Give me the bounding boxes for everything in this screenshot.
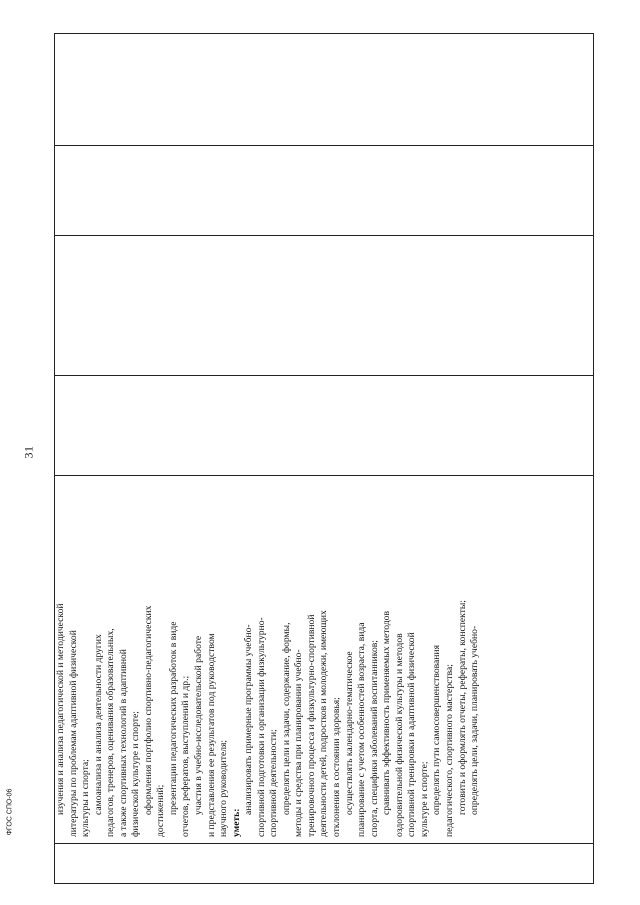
page-number: 31 bbox=[21, 445, 36, 459]
content-line: спортивной подготовки и организации физкультурно- bbox=[255, 617, 267, 837]
table-cell-empty bbox=[55, 236, 594, 376]
content-line: осуществлять календарно-тематическое bbox=[343, 651, 355, 815]
table-row bbox=[55, 34, 594, 884]
table-cell-content bbox=[55, 476, 594, 844]
rotated-document-region bbox=[54, 34, 594, 884]
content-line: а также спортивных технологий в адаптивной bbox=[117, 649, 129, 837]
content-line: педагогов, тренеров, оценивания образовательных, bbox=[105, 628, 117, 837]
content-line: научного руководителя; bbox=[218, 739, 230, 837]
content-line: планирование с учетом особенностей возраста, вида bbox=[356, 622, 368, 837]
standards-table bbox=[54, 33, 594, 884]
content-line: отчетов, рефератов, выступлений и др.; bbox=[180, 675, 192, 837]
content-line: уметь: bbox=[230, 808, 242, 837]
content-line: тренировочного процесса и физкультурно-спортивной bbox=[305, 614, 317, 837]
content-line: определять пути самосовершенствования bbox=[431, 645, 443, 815]
content-line: определять цели и задачи, содержание, формы, bbox=[280, 622, 292, 815]
content-line: методы и средства при планировании учебно- bbox=[293, 649, 305, 837]
content-line: достижений; bbox=[155, 784, 167, 837]
content-line: сравнивать эффективность применяемых методов bbox=[381, 610, 393, 815]
content-line: участия в учебно-исследовательской работе bbox=[193, 635, 205, 815]
content-line: отклонения в состоянии здоровья; bbox=[331, 697, 343, 837]
content-line: оздоровительной физической культуры и методов bbox=[393, 633, 405, 837]
content-line: культуры и спорта; bbox=[80, 759, 92, 837]
content-line: культуре и спорте; bbox=[418, 761, 430, 837]
content-line: презентации педагогических разработок в виде bbox=[167, 621, 179, 815]
content-line: готовить и оформлять отчеты, рефераты, конспекты; bbox=[456, 600, 468, 815]
content-line: анализировать примерные программы учебно- bbox=[243, 624, 255, 815]
content-line: спорта, специфики заболеваний воспитанников; bbox=[368, 640, 380, 837]
content-line: и представления ее результатов под руководством bbox=[205, 633, 217, 837]
content-line: физической культуре и спорте; bbox=[130, 711, 142, 837]
footer-document-code: ФГОС СПО-06 bbox=[6, 788, 14, 836]
content-line: оформления портфолио спортивно-педагогических bbox=[142, 605, 154, 815]
content-line: спортивной деятельности; bbox=[268, 729, 280, 837]
content-line: самоанализа и анализа деятельности других bbox=[92, 634, 104, 815]
table-container bbox=[54, 34, 594, 884]
content-line: спортивной тренировки в адаптивной физической bbox=[406, 632, 418, 837]
content-line: изучения и анализа педагогической и методической bbox=[55, 603, 66, 815]
table-cell-code bbox=[55, 844, 594, 884]
table-cell-empty bbox=[55, 34, 594, 146]
content-text bbox=[55, 476, 482, 843]
content-line: деятельности детей, подростков и молодежи, имеющих bbox=[318, 610, 330, 837]
content-line: педагогического, спортивного мастерства; bbox=[443, 664, 455, 837]
table-cell-empty bbox=[55, 146, 594, 236]
content-line: определять цели, задачи, планировать учебно- bbox=[469, 625, 481, 815]
table-cell-empty bbox=[55, 376, 594, 476]
content-line: литературы по проблемам адаптивной физической bbox=[67, 630, 79, 837]
